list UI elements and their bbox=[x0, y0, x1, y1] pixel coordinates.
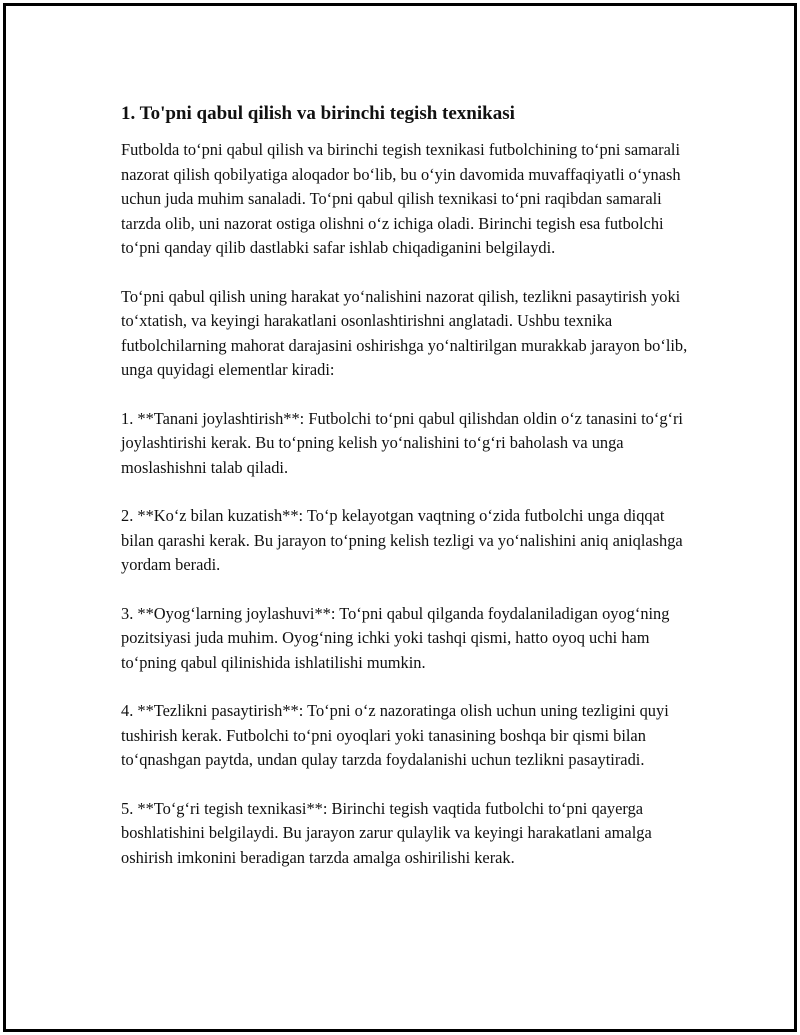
list-item-foot-placement: 3. **Oyog‘larning joylashuvi**: To‘pni qabul qilganda foydalaniladigan oyog‘ning pozitsiyasi juda muhim. Oyog‘ning ichki yoki tashqi qismi, hatto oyoq uchi ham to‘pning qabul qilinishida ishlatilishi mumkin. bbox=[121, 603, 670, 672]
list-item-speed-reduction: 4. **Tezlikni pasaytirish**: To‘pni o‘z nazoratinga olish uchun uning tezligini quyi tushirish kerak. Futbolchi to‘pni oyoqlari yoki tanasining boshqa bir qismi bilan to‘qnashgan paytda, undan qulay tarzda foydalanishi uchun tezlikni pasaytiradi. bbox=[121, 701, 669, 769]
list-item-first-touch: 5. **To‘g‘ri tegish texnikasi**: Birinchi tegish vaqtida futbolchi to‘pni qayerga boshlatishini belgilaydi. Bu jarayon zarur qulaylik va keyingi harakatlani amalga oshirish imkonini beradigan tarzda amalga oshirilishi kerak. bbox=[121, 798, 652, 867]
list-item-body-positioning: 1. **Tanani joylashtirish**: Futbolchi to‘pni qabul qilishdan oldin o‘z tanasini to‘g‘ri joylashtirishi kerak. Bu to‘pning kelish yo‘nalishini to‘g‘ri baholash va unga moslashishni talab qiladi. bbox=[121, 408, 683, 477]
intro-paragraph: Futbolda to‘pni qabul qilish va birinchi tegish texnikasi futbolchining to‘pni samarali nazorat qilish qobilyatiga aloqador bo‘lib, bu o‘yin davomida muvaffaqiyatli o‘ynash uchun juda muhim sanaladi. To‘pni qabul qilish texnikasi to‘pni raqibdan samarali tarzda olib, uni nazorat ostiga olishni o‘z ichiga oladi. Birinchi tegish esa futbolchi to‘pni qanday qilib dastlabki safar ishlab chiqadiganini belgilaydi. bbox=[121, 140, 681, 257]
document-body bbox=[121, 102, 693, 894]
page-frame bbox=[3, 3, 797, 1032]
definition-paragraph: To‘pni qabul qilish uning harakat yo‘nalishini nazorat qilish, tezlikni pasaytirish yoki to‘xtatish, va keyingi harakatlani osonlashtirishni anglatadi. Ushbu texnika futbolchilarning mahorat darajasini oshirishga yo‘naltirilgan murakkab jarayon bo‘lib, unga quyidagi elementlar kiradi: bbox=[121, 286, 688, 379]
document-title: 1. To'pni qabul qilish va birinchi tegish texnikasi bbox=[121, 103, 515, 124]
list-item-eye-tracking: 2. **Ko‘z bilan kuzatish**: To‘p kelayotgan vaqtning o‘zida futbolchi unga diqqat bilan qarashi kerak. Bu jarayon to‘pning kelish tezligi va yo‘nalishini aniq aniqlashga yordam beradi. bbox=[121, 506, 683, 574]
